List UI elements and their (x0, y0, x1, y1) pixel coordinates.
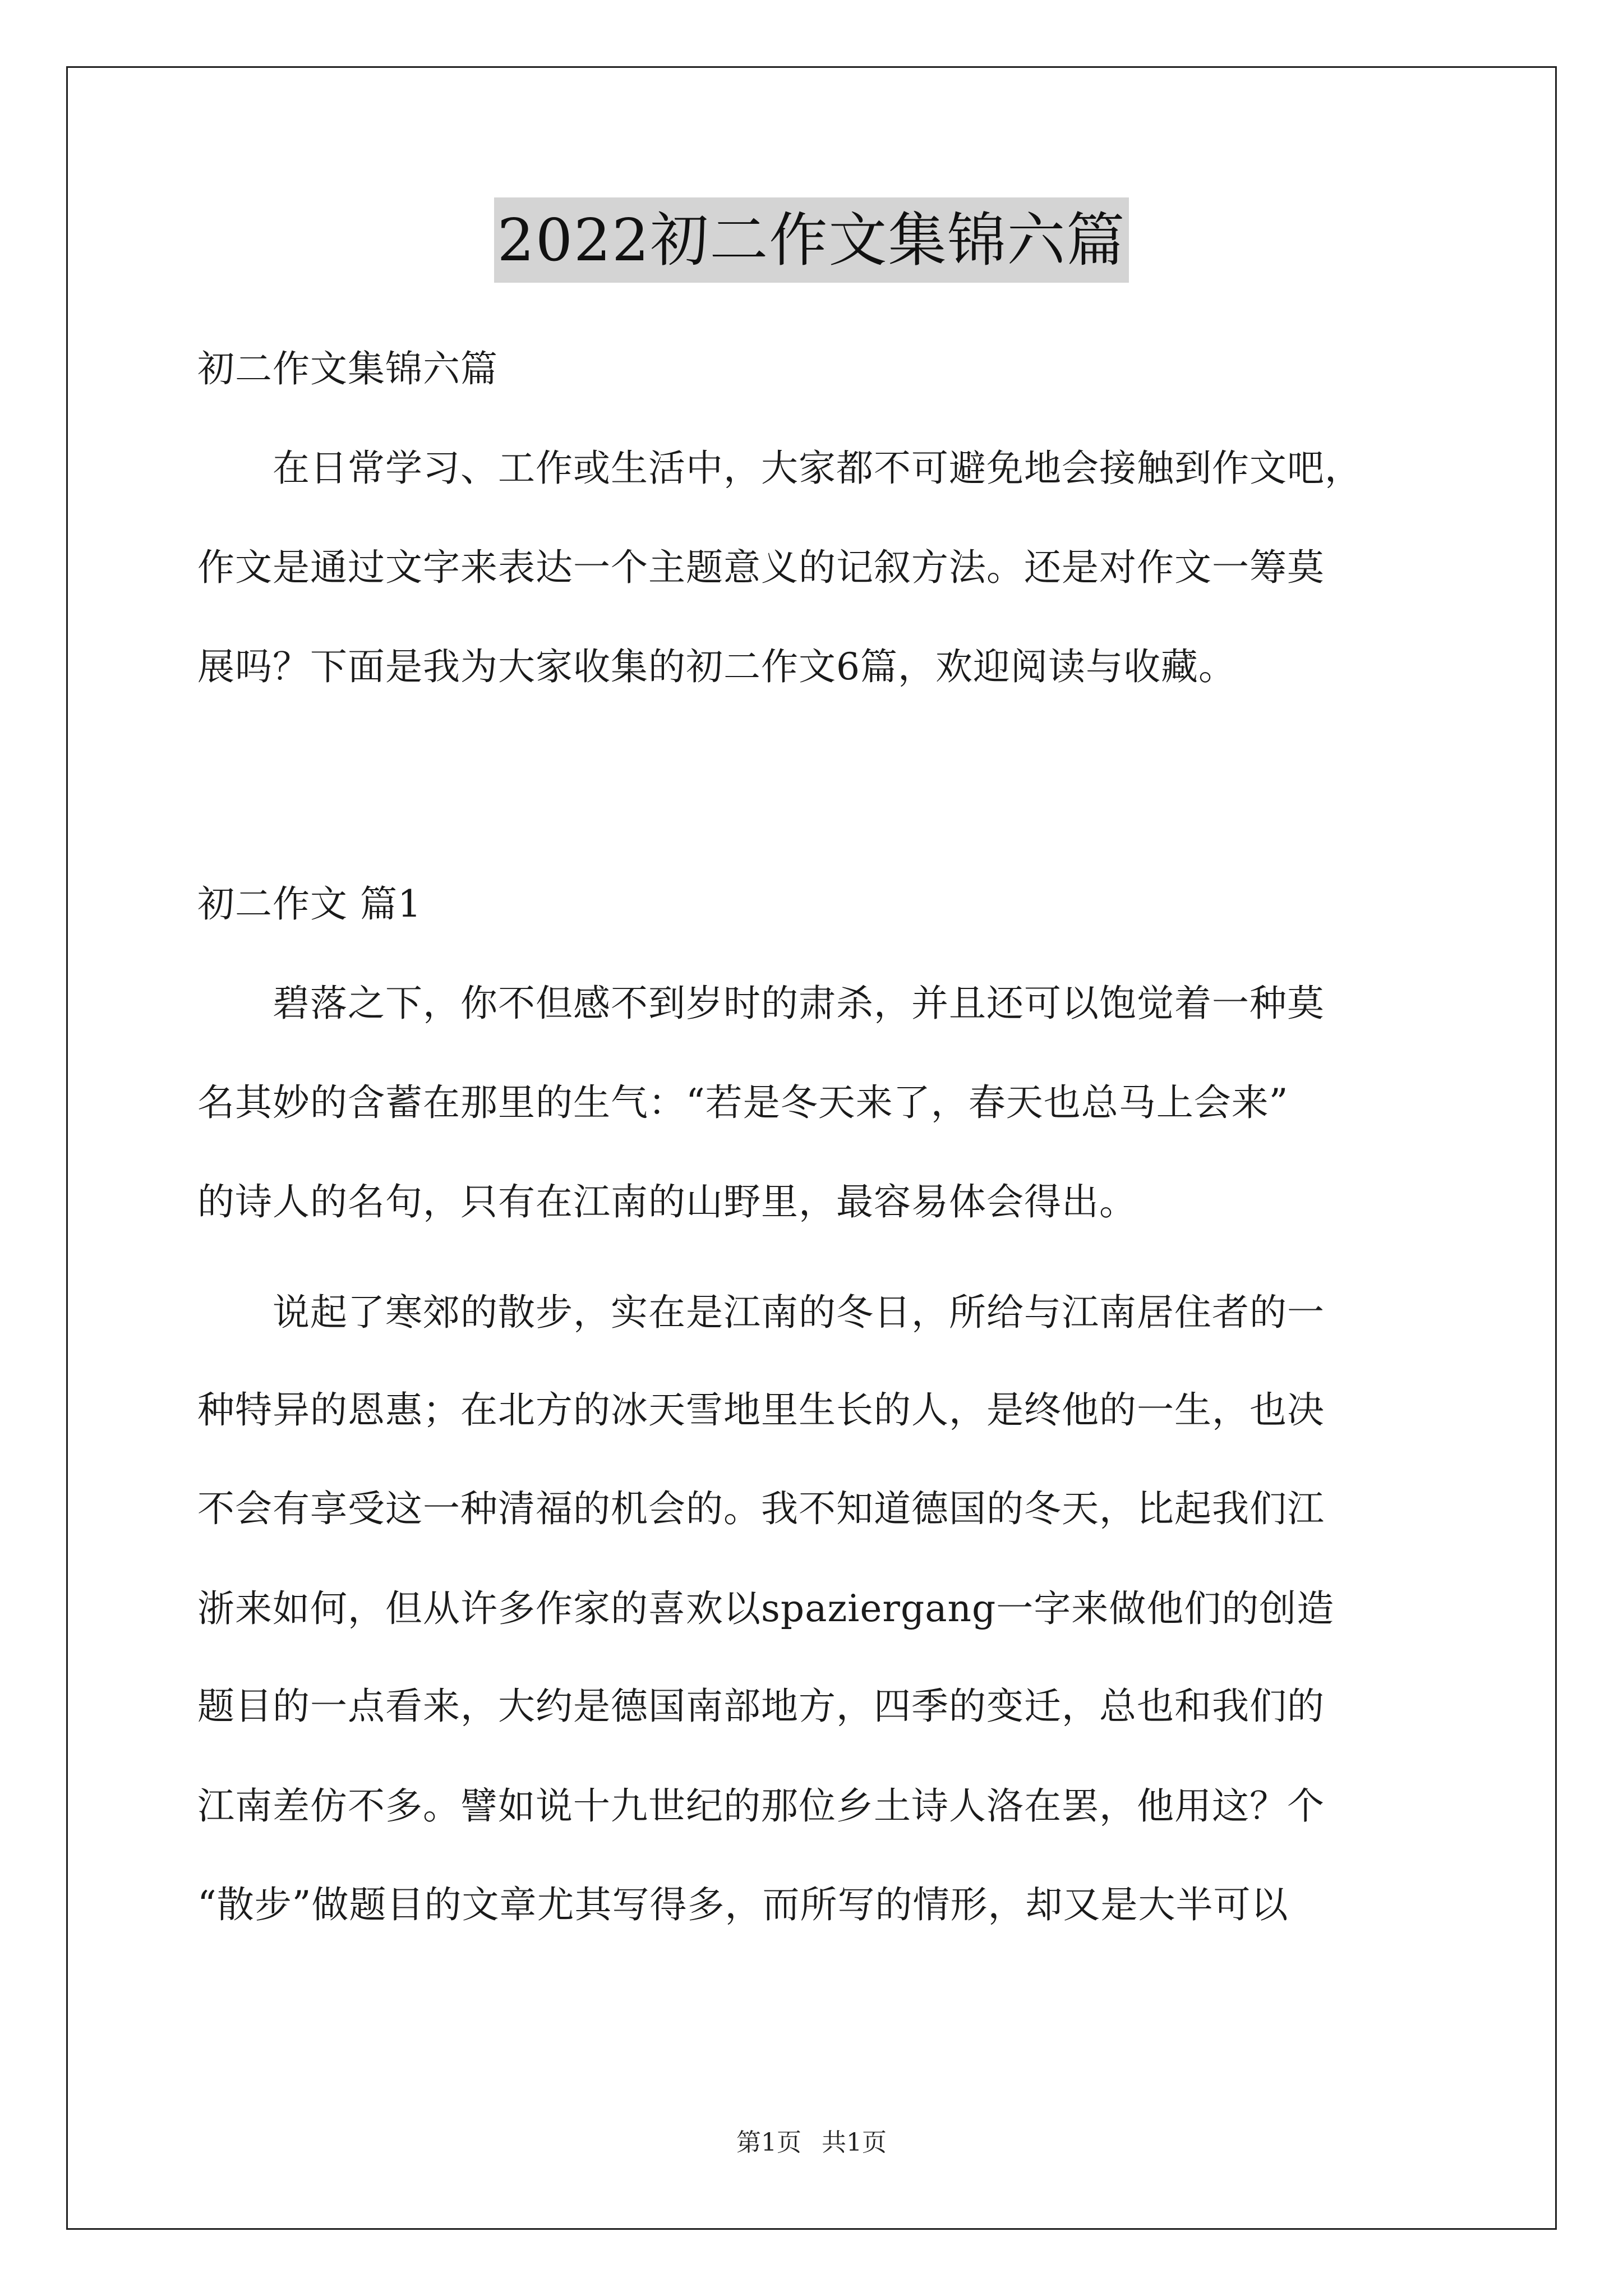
intro-line-3: 展吗？下面是我为大家收集的初二作文6篇，欢迎阅读与收藏。 (197, 645, 1236, 688)
document-title: 2022初二作文集锦六篇 (494, 197, 1129, 283)
paragraph-line: 种特异的恩惠；在北方的冰天雪地里生长的人，是终他的一生，也决 (197, 1388, 1325, 1432)
page-total: 共1页 (822, 2128, 887, 2157)
intro-line-2: 作文是通过文字来表达一个主题意义的记叙方法。还是对作文一筹莫 (197, 546, 1325, 589)
paragraph-line: 名其妙的含蓄在那里的生气：“若是冬天来了，春天也总马上会来” (197, 1081, 1289, 1124)
subtitle: 初二作文集锦六篇 (197, 347, 498, 390)
paragraph-line: 说起了寒郊的散步，实在是江南的冬日，所给与江南居住者的一 (197, 1291, 1325, 1334)
paragraph-line: 碧落之下，你不但感不到岁时的肃杀，并且还可以饱觉着一种莫 (197, 982, 1325, 1025)
page-number: 第1页 (736, 2128, 801, 2157)
paragraph-line: “散步”做题目的文章尤其写得多，而所写的情形，却又是大半可以 (197, 1883, 1289, 1926)
paragraph-line: 题目的一点看来，大约是德国南部地方，四季的变迁，总也和我们的 (197, 1685, 1325, 1728)
paragraph-line: 不会有享受这一种清福的机会的。我不知道德国的冬天，比起我们江 (197, 1487, 1325, 1530)
page-footer (0, 2126, 1623, 2160)
section-heading: 初二作文 篇1 (197, 882, 422, 926)
intro-line-1: 在日常学习、工作或生活中，大家都不可避免地会接触到作文吧， (197, 447, 1362, 490)
paragraph-line: 江南差仿不多。譬如说十九世纪的那位乡土诗人洛在罢，他用这？个 (197, 1784, 1325, 1828)
paragraph-line: 浙来如何，但从许多作家的喜欢以spaziergang一字来做他们的创造 (197, 1587, 1335, 1630)
title-container (0, 197, 1623, 283)
paragraph-line: 的诗人的名句，只有在江南的山野里，最容易体会得出。 (197, 1180, 1137, 1223)
